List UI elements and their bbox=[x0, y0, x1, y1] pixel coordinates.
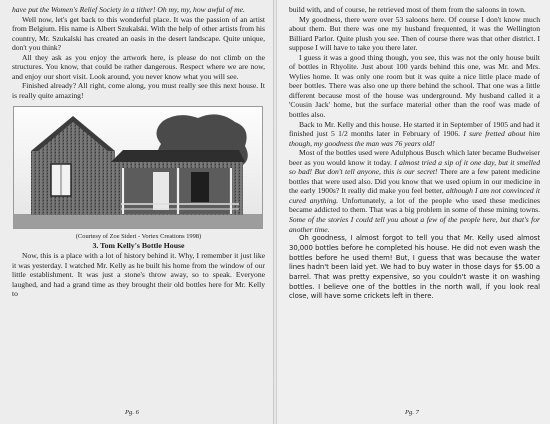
paragraph: Well now, let's get back to this wonderful place. It was the passion of an artist from Belgium. His name is Albert Szukalski. With the help of other artists from his country, Mr. Szukalski has created an oasis in the desert landscape. Quite unique, don't you think? bbox=[12, 14, 265, 53]
section-heading: 3. Tom Kelly's Bottle House bbox=[92, 241, 185, 251]
paragraph-italic: although I am not convinced it cured anything. bbox=[289, 186, 540, 205]
paragraph-italic: I sure fretted about him though, my goodness the man was 76 years old! bbox=[289, 129, 540, 148]
bottle-house-photo bbox=[13, 106, 263, 229]
paragraph: Oh goodness, I almost forgot to tell you that Mr. Kelly used almost 30,000 bottles before he completed his house. He did not even wash the bottles before he used them! But, I guess that was because the water lines hadn't been laid yet. We had to buy water in those days for $5.00 a barrel. That was pretty expensive, so you couldn't waste it on washing bottles. I believe one of the bottles in the north wall, if you look real close, will have some crickets left in there. bbox=[289, 234, 540, 301]
intro-italic: have put the Women's Relief Society in a tither! Oh my, my, how awful of me. bbox=[12, 5, 245, 14]
right-page bbox=[277, 0, 550, 424]
paragraph-text: There are a few patent medicine bottles that were used also. Did you know that we used opium in our medicine in the early 1900s? It really did make you feel better, bbox=[289, 167, 541, 196]
paragraph-italic: Some of the stories I could tell you about a few of the people here, but that's for another time. bbox=[289, 215, 540, 234]
paragraph: Now, this is a place with a lot of history behind it. Why, I remember it just like it was yesterday. I watched Mr. Kelly as he built his home from the window of our little establishment. It was just a stone's throw away, so to speak. Everyone laughed, and had a grand time as they brought their old bottles here for Mr. Kelly to bbox=[12, 250, 265, 299]
paragraph bbox=[289, 148, 540, 234]
paragraph-text: Back to Mr. Kelly and this house. He started it in September of 1905 and had it finished just 5 1/2 months later in February of 1906. bbox=[289, 119, 540, 139]
paragraph: My goodness, there were over 53 saloons here. Of course I don't know much about them. But there was one my husband frequented, it was the Wellington Billiard Parlor. Quite plush you see. Then of course there was that other district. I suppose I will have to take you there later. bbox=[289, 14, 540, 53]
page-number: Pg. 7 bbox=[405, 409, 419, 416]
paragraph-text: Unfortunately, a lot of the people who used these medicines became addicted to them. That was a big problem in some of these mining towns. bbox=[289, 195, 540, 215]
left-page bbox=[0, 0, 273, 424]
paragraph: build with, and of course, he retrieved most of them from the saloons in town. bbox=[289, 5, 526, 14]
paragraph-text: Most of the bottles used were Adulphous Busch which later became Budweiser beer as you would know it today. bbox=[289, 148, 540, 167]
paragraph-italic: I almost tried a sip of it one day, but it smelled so bad! But don't tell anyone, this is our secret! bbox=[289, 157, 541, 177]
page-number: Pg. 6 bbox=[125, 409, 139, 416]
paragraph: All they ask as you enjoy the artwork here, is please do not climb on the structures. You know, that could be rather dangerous. Respect where we are now, and enjoy our short visit. Look around, you never know what you will see. bbox=[12, 52, 265, 81]
paragraph: Finished already? All right, come along, you must really see this next house. It is really quite amazing! bbox=[12, 81, 265, 100]
paragraph: I guess it was a good thing though, you see, this was not the only house built of bottles in Rhyolite. Just about 100 yards behind this one, was Mr. and Mrs. Wylies home. It was only one room but it was quite a nice little place made of beer bottles. There was also one up there behind the school. That one was a little different because most of the house was underground. My husband called it a 'Cousin Jack' home, but the surface material other than the roof was made of bottles also. bbox=[289, 52, 540, 120]
photo-caption: (Courtesy of Zoe Sideri - Vortex Creations 1998) bbox=[75, 233, 202, 241]
paragraph bbox=[289, 120, 540, 149]
